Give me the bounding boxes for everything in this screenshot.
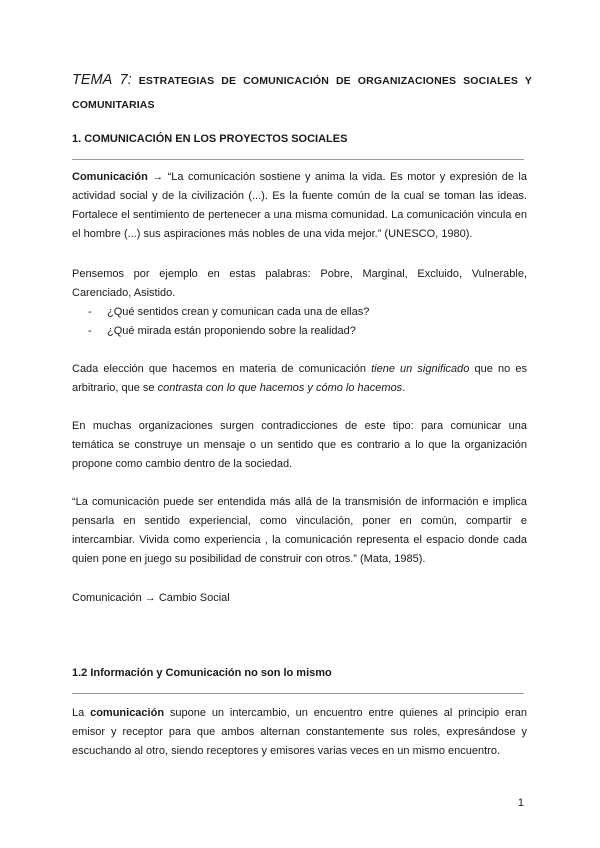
bold-term: comunicación: [90, 707, 165, 719]
definition-term: Comunicación: [72, 171, 148, 183]
definition-paragraph: [72, 168, 527, 244]
list-item: - ¿Qué mirada están proponiendo sobre la realidad?: [88, 325, 356, 337]
information-paragraph: [72, 704, 527, 761]
text-span: Cada elección que hacemos en materia de comunicación: [72, 363, 372, 375]
communication-flow: Comunicación → Cambio Social: [72, 592, 230, 604]
question-text: ¿Qué mirada están proponiendo sobre la realidad?: [107, 325, 356, 337]
text-span: .: [402, 382, 406, 394]
definition-arrow: →: [147, 171, 168, 183]
text-span: supone un intercambio, un encuentro entre quienes al principio eran emisor y receptor para que ambos alternan constantemente sus roles, expresándose y escuchando al otro, siendo receptores y emisores varias veces en un mismo encuentro.: [72, 707, 527, 757]
text-span: La: [72, 707, 91, 719]
questions-list: [88, 303, 508, 341]
mata-quote-paragraph: “La comunicación puede ser entendida más allá de la transmisión de información e implica pensarla en sentido experiencial, como vinculación, poner en común, compartir e intercambiar. Vivida como experiencia , la comunicación representa el espacio donde cada quien pone en juego su posibilidad de construir con otros.” (Mata, 1985).: [72, 496, 527, 565]
text-span: que no es arbitrario, que se: [72, 363, 527, 394]
contradictions-paragraph: En muchas organizaciones surgen contradicciones de este tipo: para comunicar una temática se construye un mensaje o un sentido que es contrario a lo que la organización propone como cambio dentro de la sociedad.: [72, 420, 527, 470]
question-text: ¿Qué sentidos crean y comunican cada una de ellas?: [107, 306, 370, 318]
words-paragraph: Pensemos por ejemplo en estas palabras: Pobre, Marginal, Excluido, Vulnerable, Carenciado, Asistido.: [72, 268, 527, 299]
title-text: ESTRATEGIAS DE COMUNICACIÓN DE ORGANIZACIONES SOCIALES Y COMUNITARIAS: [72, 75, 532, 111]
section-heading-2: 1.2 Información y Comunicación no son lo mismo: [72, 667, 332, 679]
section-divider-2: [72, 693, 524, 694]
emphasis-text: contrasta con lo que hacemos y cómo lo hacemos: [157, 382, 403, 394]
tema-label: TEMA 7:: [72, 72, 132, 88]
list-item: - ¿Qué sentidos crean y comunican cada una de ellas?: [88, 306, 370, 318]
definition-quote: “La comunicación sostiene y anima la vida. Es motor y expresión de la actividad social y de la civilización (...). Es la fuente común de la cual se toman las ideas. Fortalece el sentimiento de pertenecer a una misma comunidad. La comunicación vincula en el hombre (...) sus aspiraciones más nobles de una vida mejor.” (UNESCO, 1980).: [72, 171, 527, 240]
section-divider-1: [72, 159, 524, 160]
choice-paragraph: [72, 360, 527, 398]
page-number: 1: [517, 797, 524, 809]
emphasis-text: tiene un significado: [371, 363, 470, 375]
section-heading-1: 1. COMUNICACIÓN EN LOS PROYECTOS SOCIALES: [72, 133, 348, 145]
document-title: [72, 68, 532, 117]
